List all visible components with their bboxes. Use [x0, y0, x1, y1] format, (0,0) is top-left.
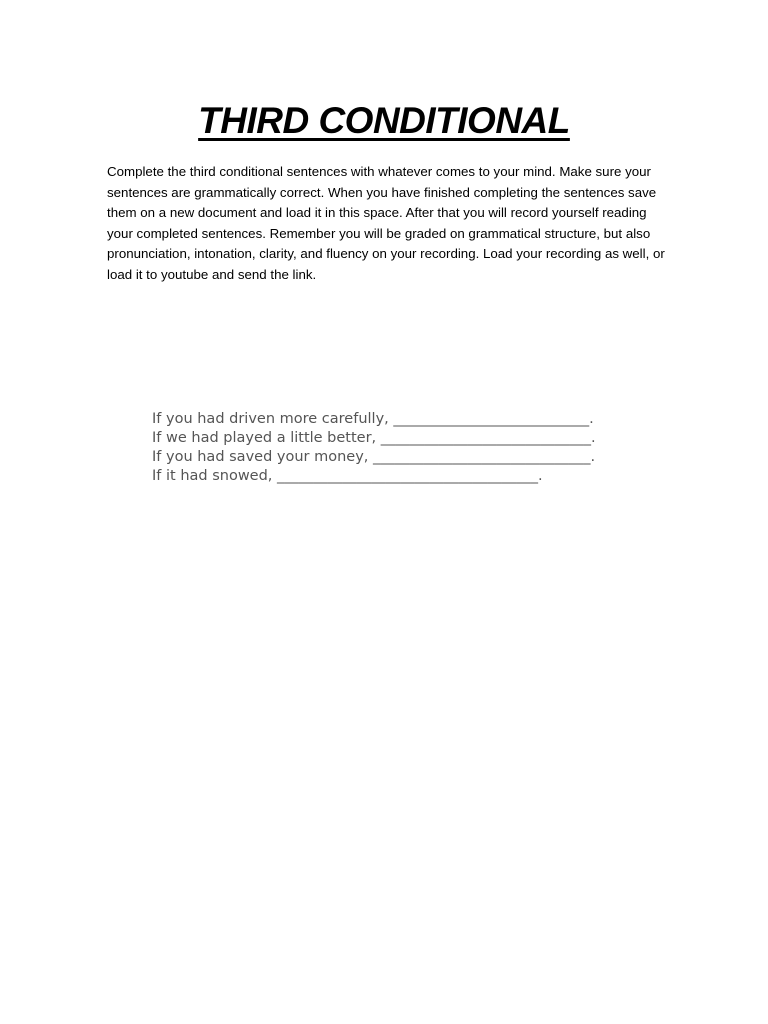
instructions-paragraph: Complete the third conditional sentences with whatever comes to your mind. Make sure your sentences are grammatically correct. When you have finished completing the sentences save them on a new document and load it in this space. After that you will record yourself reading your completed sentences. Remember you will be graded on grammatical structure, but also pronunciation, intonation, clarity, and fluency on your recording. Load your recording as well, or load it to youtube and send the link.: [107, 164, 665, 282]
sentence-item: If we had played a little better, _____________________________.: [152, 430, 596, 446]
sentence-item: If you had saved your money, ______________________________.: [152, 449, 596, 465]
sentence-list: [152, 410, 752, 486]
sentence-item: If you had driven more carefully, ___________________________.: [152, 411, 594, 427]
document-title: THIRD CONDITIONAL: [198, 100, 570, 141]
sentence-item: If it had snowed, ____________________________________.: [152, 468, 543, 484]
